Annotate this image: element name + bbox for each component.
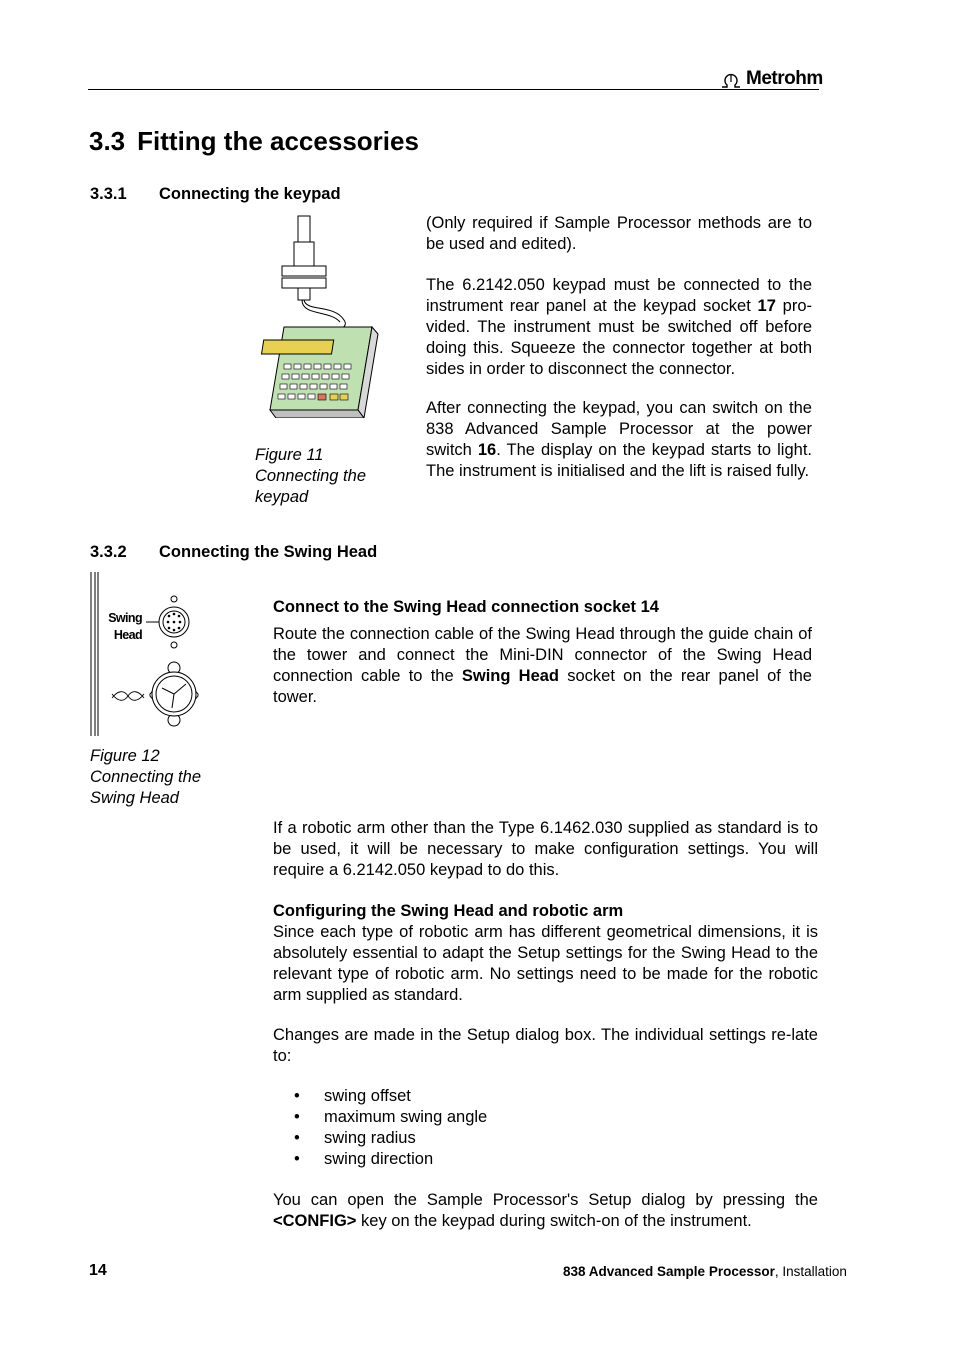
subsection-keypad-heading	[90, 185, 341, 204]
footer-suffix: , Installation	[774, 1264, 847, 1279]
setup-paragraph: Changes are made in the Setup dialog box. The individual settings re-late to:	[273, 1026, 818, 1065]
metrohm-omega-icon	[720, 70, 742, 88]
section-number: 3.3	[89, 126, 126, 156]
list-item: • swing offset	[273, 1086, 573, 1107]
product-name: 838 Advanced Sample Processor	[563, 1264, 775, 1279]
keypad-paragraph-1: (Only required if Sample Processor methods are to be used and edited).	[426, 214, 812, 253]
label-line: Swing	[108, 611, 142, 625]
config-paragraph	[273, 1190, 818, 1232]
robotic-arm-paragraph: If a robotic arm other than the Type 6.1462.030 supplied as standard is to be used, it will be necessary to make configuration settings. You will require a 6.2142.050 keypad to do this.	[273, 819, 818, 879]
configuring-paragraph: Since each type of robotic arm has different geometrical dimensions, it is absolutely essential to adapt the Setup settings for the Swing Head to the relevant type of robotic arm. No settings need to be made for the robotic arm supplied as standard.	[273, 923, 818, 1004]
swing-head-socket-illustration	[88, 570, 218, 738]
figure-11-caption	[255, 445, 366, 508]
text-span: You can open the Sample Processor's Setup dialog by pressing the	[273, 1191, 818, 1209]
brand-logo	[720, 68, 823, 90]
caption-line: Figure 11	[255, 446, 324, 464]
figure-12-caption	[90, 746, 201, 809]
subsection-swing-head-heading	[90, 543, 377, 562]
text-span: After connecting the keypad, you can switch on the 838 Advanced Sample Processor at the power switch	[426, 399, 812, 459]
subsection-number: 3.3.2	[90, 543, 127, 561]
caption-line: Swing Head	[90, 789, 179, 807]
list-item: • swing radius	[273, 1128, 573, 1149]
page-number: 14	[89, 1262, 107, 1279]
subsection-number: 3.3.1	[90, 185, 127, 203]
label-line: Head	[113, 628, 142, 642]
brand-name: Metrohm	[746, 68, 823, 89]
settings-list	[273, 1086, 573, 1170]
caption-line: Connecting the	[90, 768, 201, 786]
caption-line: Connecting the	[255, 467, 366, 485]
swing-head-paragraph-1	[273, 624, 812, 708]
header-rule	[88, 89, 819, 90]
section-title-text: Fitting the accessories	[137, 126, 419, 156]
subsection-title: Connecting the Swing Head	[159, 543, 378, 561]
text-span: pro-vided. The instrument must be switched off before doing this. Squeeze the connector together at both sides in order to disconnect the connector.	[426, 297, 812, 378]
text-span: . The display on the keypad starts to light. The instrument is initialised and the lift is raised fully.	[426, 441, 812, 480]
list-item: • maximum swing angle	[273, 1107, 573, 1128]
socket-name: Swing Head	[461, 667, 560, 685]
config-key: <CONFIG>	[273, 1212, 357, 1230]
subsection-title: Connecting the keypad	[159, 185, 341, 203]
keypad-paragraph-3	[426, 398, 812, 482]
text-span: key on the keypad during switch-on of the instrument.	[356, 1212, 752, 1230]
keypad-illustration	[254, 212, 384, 418]
swing-head-socket-label	[104, 610, 142, 644]
caption-line: Figure 12	[90, 747, 160, 765]
switch-number: 16	[477, 441, 497, 459]
socket-number: 17	[757, 297, 776, 315]
connect-socket-heading: Connect to the Swing Head connection socket 14	[273, 598, 659, 616]
text-span: Route the connection cable of the Swing Head through the guide chain of the tower and connect the Mini-DIN connector of the Swing Head connection cable to the	[273, 625, 812, 685]
text-span: The 6.2142.050 keypad must be connected to the instrument rear panel at the keypad socket	[426, 276, 812, 315]
configuring-heading: Configuring the Swing Head and robotic arm	[273, 902, 624, 920]
list-item: • swing direction	[273, 1149, 573, 1170]
keypad-paragraph-2	[426, 275, 812, 380]
text-span: socket on the rear panel of the tower.	[273, 667, 812, 706]
keypad-display	[262, 340, 334, 354]
footer-product	[563, 1264, 847, 1279]
caption-line: keypad	[255, 488, 309, 506]
section-title	[89, 126, 419, 157]
